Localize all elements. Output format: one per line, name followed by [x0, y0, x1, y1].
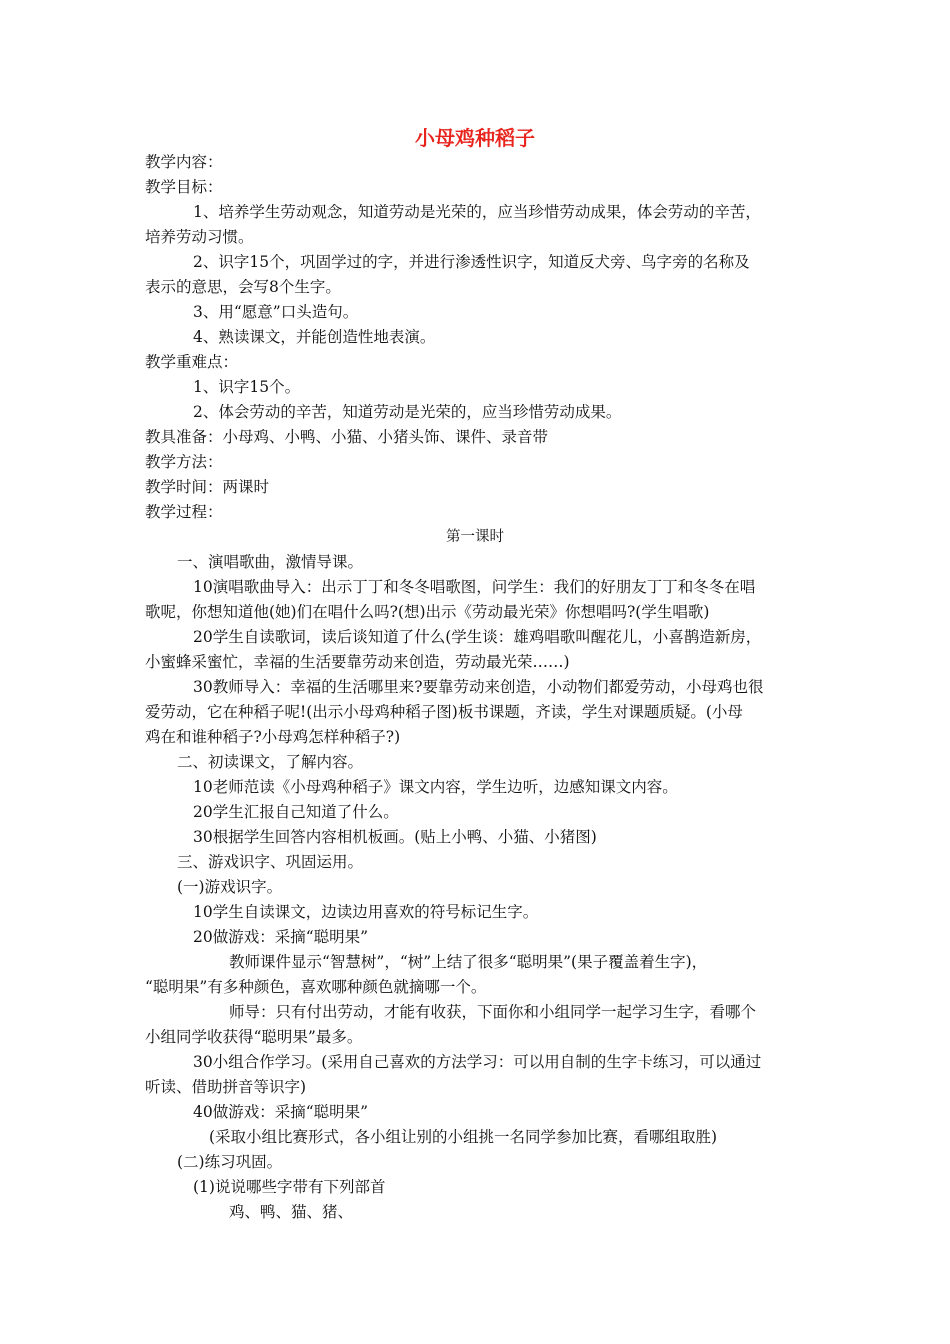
text-line: 表示的意思，会写8个生字。 [145, 278, 341, 296]
text-line: 鸡、鸭、猫、猪、 [229, 1203, 354, 1221]
text-line: 2、识字15个，巩固学过的字，并进行渗透性识字，知道反犬旁、鸟字旁的名称及 [193, 253, 750, 271]
text-line: 听读、借助拼音等识字) [145, 1078, 307, 1096]
text-line: 30小组合作学习。(采用自己喜欢的方法学习：可以用自制的生字卡练习，可以通过 [193, 1053, 762, 1071]
text-line: 师导：只有付出劳动，才能有收获，下面你和小组同学一起学习生字，看哪个 [229, 1003, 757, 1021]
text-line: 教学时间：两课时 [145, 478, 270, 496]
text-line: 10学生自读课文，边读边用喜欢的符号标记生字。 [193, 903, 539, 921]
text-line: 一、演唱歌曲，激情导课。 [177, 553, 364, 571]
document-title: 小母鸡种稻子 [415, 126, 535, 150]
text-line: 40做游戏：采摘“聪明果” [193, 1103, 369, 1121]
text-line: 培养劳动习惯。 [145, 228, 254, 246]
text-line: 20做游戏：采摘“聪明果” [193, 928, 369, 946]
text-line: 小蜜蜂采蜜忙，幸福的生活要靠劳动来创造，劳动最光荣……) [145, 653, 570, 671]
text-line: 小组同学收获得“聪明果”最多。 [145, 1028, 363, 1046]
text-line: (1)说说哪些字带有下列部首 [193, 1178, 386, 1196]
text-line: 30根据学生回答内容相机板画。(贴上小鸭、小猫、小猪图) [193, 828, 597, 846]
text-line: 教学重难点： [145, 353, 239, 371]
text-line: 1、识字15个。 [193, 378, 301, 396]
text-line: 教师课件显示“智慧树”，“树”上结了很多“聪明果”(果子覆盖着生字)， [229, 953, 708, 971]
text-line: 20学生汇报自己知道了什么。 [193, 803, 399, 821]
text-line: 教学目标： [145, 178, 223, 196]
text-line: 30教师导入：幸福的生活哪里来?要靠劳动来创造，小动物们都爱劳动，小母鸡也很 [193, 678, 764, 696]
text-line: (二)练习巩固。 [177, 1153, 283, 1171]
text-line: 三、游戏识字、巩固运用。 [177, 853, 364, 871]
text-line: 10演唱歌曲导入：出示丁丁和冬冬唱歌图，问学生：我们的好朋友丁丁和冬冬在唱 [193, 578, 756, 596]
section-heading: 第一课时 [446, 529, 504, 545]
text-line: 2、体会劳动的辛苦，知道劳动是光荣的，应当珍惜劳动成果。 [193, 403, 622, 421]
text-line: 鸡在和谁种稻子?小母鸡怎样种稻子?) [145, 728, 401, 746]
text-line: 20学生自读歌词，读后谈知道了什么(学生谈：雄鸡唱歌叫醒花儿，小喜鹊造新房， [193, 628, 762, 646]
text-line: 3、用“愿意”口头造句。 [193, 303, 359, 321]
text-line: 教学过程： [145, 503, 223, 521]
text-line: 歌呢，你想知道他(她)们在唱什么吗?(想)出示《劳动最光荣》你想唱吗?(学生唱歌) [145, 603, 710, 621]
text-line: (一)游戏识字。 [177, 878, 283, 896]
text-line: 4、熟读课文，并能创造性地表演。 [193, 328, 436, 346]
text-line: “聪明果”有多种颜色，喜欢哪种颜色就摘哪一个。 [145, 978, 487, 996]
text-line: 爱劳动，它在种稻子呢!(出示小母鸡种稻子图)板书课题，齐读，学生对课题质疑。(小母 [145, 703, 743, 721]
text-line: 教学内容： [145, 153, 223, 171]
text-line: (采取小组比赛形式，各小组让别的小组挑一名同学参加比赛，看哪组取胜) [209, 1128, 718, 1146]
text-line: 1、培养学生劳动观念，知道劳动是光荣的，应当珍惜劳动成果，体会劳动的辛苦， [193, 203, 761, 221]
text-line: 教具准备：小母鸡、小鸭、小猫、小猪头饰、课件、录音带 [145, 428, 549, 446]
text-line: 教学方法： [145, 453, 223, 471]
text-line: 二、初读课文，了解内容。 [177, 753, 364, 771]
text-line: 10老师范读《小母鸡种稻子》课文内容，学生边听，边感知课文内容。 [193, 778, 678, 796]
